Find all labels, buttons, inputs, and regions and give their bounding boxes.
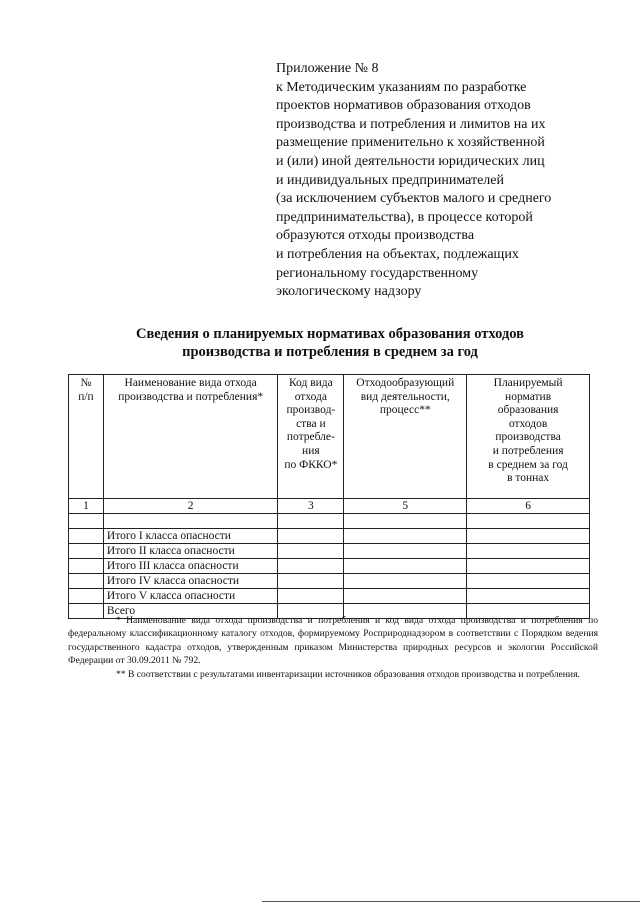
header-line: п/п	[78, 390, 94, 403]
header-activity	[344, 375, 467, 499]
table-cell	[344, 514, 467, 529]
table-cell	[278, 589, 344, 604]
document-title	[60, 325, 600, 361]
table-row-label: Всего	[103, 604, 277, 619]
table-header-row	[69, 375, 590, 499]
table-row-label: Итого III класса опасности	[103, 559, 277, 574]
table-cell	[344, 559, 467, 574]
column-number: 3	[278, 499, 344, 514]
header-line: отхода	[294, 390, 328, 403]
table-cell	[467, 529, 590, 544]
table-row-label	[103, 514, 277, 529]
header-line: и потребления	[492, 444, 564, 457]
table-cell	[467, 544, 590, 559]
table-row	[69, 589, 590, 604]
header-line: производ-	[286, 404, 336, 417]
appendix-line: и (или) иной деятельности юридических лиц	[276, 153, 545, 169]
table-cell	[278, 529, 344, 544]
header-line: норматив	[505, 390, 552, 403]
table-cell	[344, 544, 467, 559]
column-number: 2	[103, 499, 277, 514]
table-cell	[278, 559, 344, 574]
header-number	[69, 375, 104, 499]
appendix-header	[276, 60, 616, 302]
header-line: образования	[497, 404, 559, 417]
header-line: ния	[302, 444, 320, 457]
table-row-label: Итого I класса опасности	[103, 529, 277, 544]
table-cell	[344, 529, 467, 544]
footnotes	[68, 614, 598, 681]
header-line: Отходообразующий	[356, 377, 455, 389]
table-cell	[278, 574, 344, 589]
appendix-line: экологическому надзору	[276, 284, 422, 300]
table-cell	[69, 589, 104, 604]
header-line: №	[80, 377, 92, 389]
appendix-line: проектов нормативов образования отходов	[276, 98, 531, 114]
appendix-line: и индивидуальных предпринимателей	[276, 172, 504, 188]
table-cell	[467, 589, 590, 604]
table-cell	[69, 574, 104, 589]
appendix-line: Приложение № 8	[276, 61, 379, 76]
header-line: в среднем за год	[488, 458, 568, 471]
table-cell	[278, 544, 344, 559]
table-cell	[278, 514, 344, 529]
header-waste-name	[103, 375, 277, 499]
table-cell	[467, 574, 590, 589]
header-planned-standard	[467, 375, 590, 499]
header-line: процесс**	[379, 404, 431, 417]
appendix-line: образуются отходы производства	[276, 228, 475, 244]
header-line: в тоннах	[507, 472, 550, 485]
table-cell	[344, 574, 467, 589]
column-number: 6	[467, 499, 590, 514]
header-line: Код вида	[288, 377, 333, 389]
table-row	[69, 574, 590, 589]
title-line: Сведения о планируемых нормативах образования отходов	[135, 326, 524, 342]
appendix-line: и потребления на объектах, подлежащих	[276, 246, 519, 262]
column-number-row	[69, 499, 590, 514]
header-line: производства	[495, 431, 561, 444]
table-row-label: Итого II класса опасности	[103, 544, 277, 559]
header-line: производства и потребления*	[118, 390, 264, 403]
header-fkko-code	[278, 375, 344, 499]
header-line: Планируемый	[493, 377, 563, 389]
table-cell	[69, 559, 104, 574]
header-line: вид деятельности,	[360, 390, 450, 403]
table-row-label: Итого V класса опасности	[103, 589, 277, 604]
table-cell	[344, 589, 467, 604]
table-cell	[69, 529, 104, 544]
table-cell	[467, 514, 590, 529]
table-cell	[69, 544, 104, 559]
header-line: Наименование вида отхода	[124, 377, 257, 389]
table-row-label: Итого IV класса опасности	[103, 574, 277, 589]
table-row	[69, 559, 590, 574]
footnote-2: ** В соответствии с результатами инвентаризации источников образования отходов производства и потребления.	[116, 668, 580, 680]
standards-table	[68, 374, 590, 619]
appendix-line: размещение применительно к хозяйственной	[276, 135, 545, 151]
header-line: ства и	[296, 417, 326, 430]
column-number: 1	[69, 499, 104, 514]
table-row	[69, 529, 590, 544]
page-edge-line	[262, 901, 640, 902]
appendix-line: производства и потребления и лимитов на их	[276, 116, 546, 132]
table-cell	[467, 559, 590, 574]
footnote-1: * Наименование вида отхода производства и потребления и код вида отхода производства и потребления по федеральному классификационному каталогу отходов, формируемому Росприроднадзором в соответствии с Порядком ведения государственного кадастра отходов, утвержденным приказом Министерства природных ресурсов и экологии Российской Федерации от 30.09.2011 № 792.	[68, 615, 598, 667]
table-row	[69, 514, 590, 529]
column-number: 5	[344, 499, 467, 514]
appendix-line: предпринимательства), в процессе которой	[276, 209, 533, 225]
header-line: по ФККО*	[284, 458, 338, 471]
header-line: отходов	[508, 417, 548, 430]
table-cell	[69, 514, 104, 529]
header-line: потребле-	[286, 431, 335, 444]
appendix-line: региональному государственному	[276, 265, 479, 281]
appendix-line: к Методическим указаниям по разработке	[276, 79, 527, 95]
title-line: производства и потребления в среднем за год	[182, 344, 478, 360]
table-row	[69, 544, 590, 559]
appendix-line: (за исключением субъектов малого и среднего	[276, 191, 552, 207]
